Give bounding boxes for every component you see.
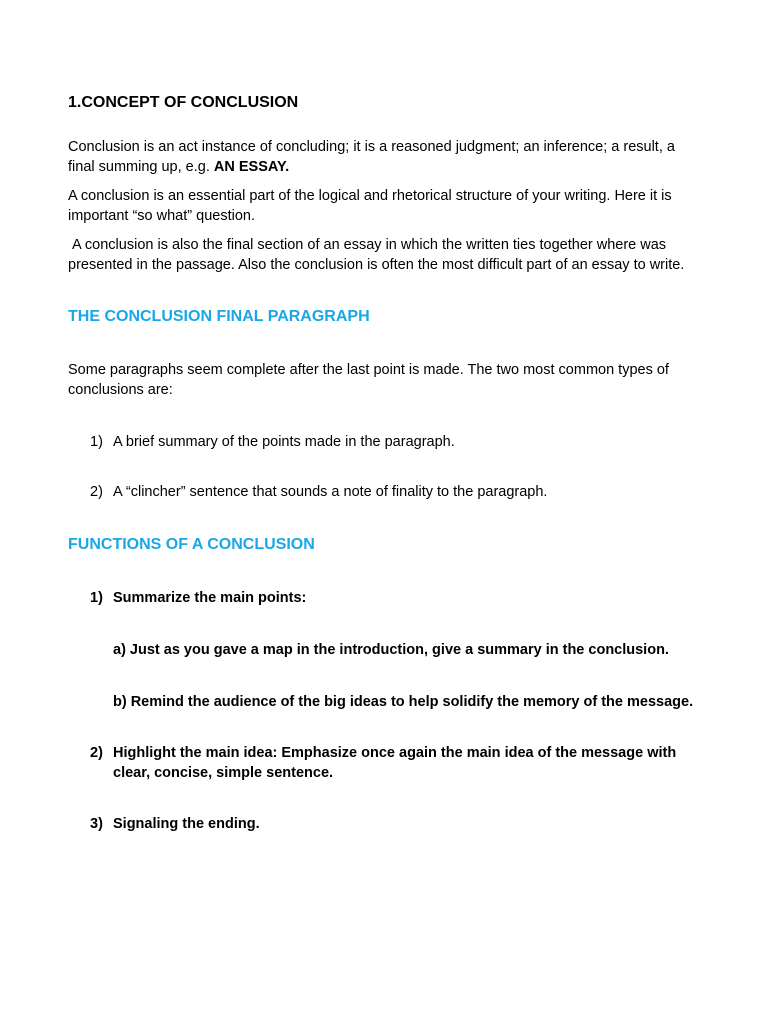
list-item (90, 482, 700, 502)
sub-item-a: a) Just as you gave a map in the introduction, give a summary in the conclusion. (113, 642, 669, 658)
paragraph-types-intro: Some paragraphs seem complete after the last point is made. The two most common types of conclusions are: (68, 362, 669, 398)
paragraph-definition-emphasis: AN ESSAY. (213, 159, 290, 175)
paragraph-definition-text: Conclusion is an act instance of concluding; it is a reasoned judgment; an inference; a result, a final summing up, e.g. (68, 139, 675, 175)
paragraph-definition (68, 137, 700, 177)
list-item-number: 2) (90, 484, 103, 500)
list-item-number: 1) (90, 434, 103, 450)
list-item (90, 432, 700, 452)
list-item-text: Signaling the ending. (113, 816, 260, 832)
function-item-summarize (90, 588, 700, 608)
function-item-signaling (90, 814, 700, 834)
list-item-number: 3) (90, 816, 103, 832)
paragraph-structure: A conclusion is an essential part of the logical and rhetorical structure of your writing. Here it is important “so what” question. (68, 188, 672, 224)
section-title-concept: 1.CONCEPT OF CONCLUSION (68, 94, 299, 111)
list-item-text: Highlight the main idea: Emphasize once again the main idea of the message with clear, concise, simple sentence. (113, 745, 677, 781)
list-item-text: Summarize the main points: (113, 590, 307, 606)
list-item-text: A “clincher” sentence that sounds a note of finality to the paragraph. (113, 484, 548, 500)
list-item-text: A brief summary of the points made in the paragraph. (113, 434, 455, 450)
list-item-number: 2) (90, 745, 103, 761)
paragraph-final-section: A conclusion is also the final section of an essay in which the written ties together where was presented in the passage. Also the conclusion is often the most difficult part of an essay to write. (68, 237, 685, 273)
section-title-final-paragraph: THE CONCLUSION FINAL PARAGRAPH (68, 308, 370, 325)
function-item-highlight (90, 743, 700, 783)
sub-item-b: b) Remind the audience of the big ideas to help solidify the memory of the message. (113, 694, 694, 710)
section-title-functions: FUNCTIONS OF A CONCLUSION (68, 536, 315, 553)
list-item-number: 1) (90, 590, 103, 606)
